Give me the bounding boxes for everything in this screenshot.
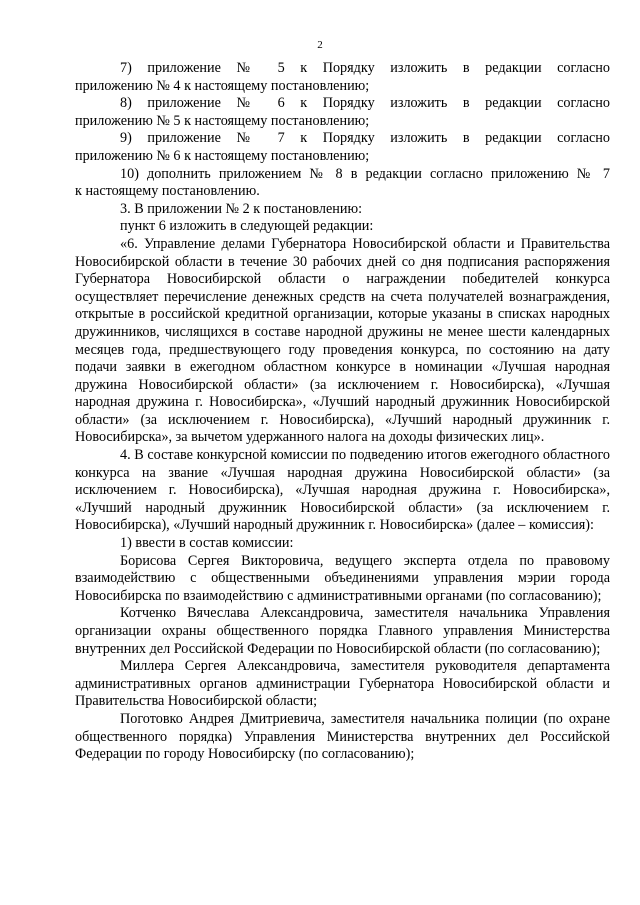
paragraph-item-9 xyxy=(75,130,610,165)
paragraph-section-4: 4. В составе конкурсной комиссии по подведению итогов ежегодного областного конкурса на звание «Лучшая народная дружина Новосибирской области» (за исключением г. Новосибирска), «Лучшая народная дружина г. Новосибирска», «Лучший народный дружинник Новосибирской области» (за исключением г. Новосибирска), «Лучший народный дружинник г. Новосибирска» (далее – комиссия): xyxy=(75,447,610,534)
document-body xyxy=(75,60,610,764)
paragraph-item-10 xyxy=(75,166,610,201)
member-borisov: Борисова Сергея Викторовича, ведущего эксперта отдела по правовому взаимодействию с общественными объединениями управления мэрии города Новосибирска по взаимодействию с административными органами (по согласованию); xyxy=(75,552,610,604)
paragraph-point-6: «6. Управление делами Губернатора Новосибирской области и Правительства Новосибирской области в течение 30 рабочих дней со дня подписания распоряжения Губернатора Новосибирской области о награждении победителей конкурса осуществляет перечисление денежных средств на счета получателей вознаграждения, открытые в российской кредитной организации, которые указаны в списках народных дружинников, числящихся в составе народной дружины не менее шести календарных месяцев года, предшествующего году проведения конкурса, по состоянию на дату подачи заявки в ежегодном областном конкурсе в номинации «Лучшая народная дружина Новосибирской области» (за исключением г. Новосибирска), «Лучшая народная дружина г. Новосибирска», «Лучший народный дружинник Новосибирской области» (за исключением г. Новосибирска), «Лучший народный дружинник г. Новосибирска», за вычетом удержанного налога на доходы физических лиц». xyxy=(75,235,610,446)
paragraph-line: 8) приложение № 6 к Порядку изложить в редакции согласно xyxy=(120,95,610,112)
paragraph-item-7 xyxy=(75,60,610,95)
member-pogotovko: Поготовко Андрея Дмитриевича, заместителя начальника полиции (по охране общественного порядка) Управления Министерства внутренних дел Российской Федерации по городу Новосибирску (по согласованию); xyxy=(75,710,610,763)
paragraph-line: 10) дополнить приложением № 8 в редакции согласно приложению № 7 xyxy=(120,165,610,182)
paragraph-line: 9) приложение № 7 к Порядку изложить в редакции согласно xyxy=(120,130,610,147)
paragraph-section-3-item: пункт 6 изложить в следующей редакции: xyxy=(120,218,374,235)
member-miller: Миллера Сергея Александровича, заместителя руководителя департамента административных органов администрации Губернатора Новосибирской области и Правительства Новосибирской области; xyxy=(75,658,610,710)
paragraph-section-4-item: 1) ввести в состав комиссии: xyxy=(120,535,294,552)
paragraph-section-3: 3. В приложении № 2 к постановлению: xyxy=(120,200,363,217)
paragraph-line: 7) приложение № 5 к Порядку изложить в редакции согласно xyxy=(120,60,610,76)
member-kotchenko: Котченко Вячеслава Александровича, заместителя начальника Управления организации охраны общественного порядка Главного управления Министерства внутренних дел Российской Федерации по Новосибирской области (по согласованию); xyxy=(75,605,610,657)
paragraph-line: приложению № 6 к настоящему постановлению; xyxy=(75,147,370,164)
paragraph-line: приложению № 5 к настоящему постановлению; xyxy=(75,112,370,129)
page-number: 2 xyxy=(317,39,323,51)
paragraph-line: приложению № 4 к настоящему постановлению; xyxy=(75,77,370,94)
paragraph-item-8 xyxy=(75,95,610,130)
paragraph-line: к настоящему постановлению. xyxy=(75,183,260,200)
